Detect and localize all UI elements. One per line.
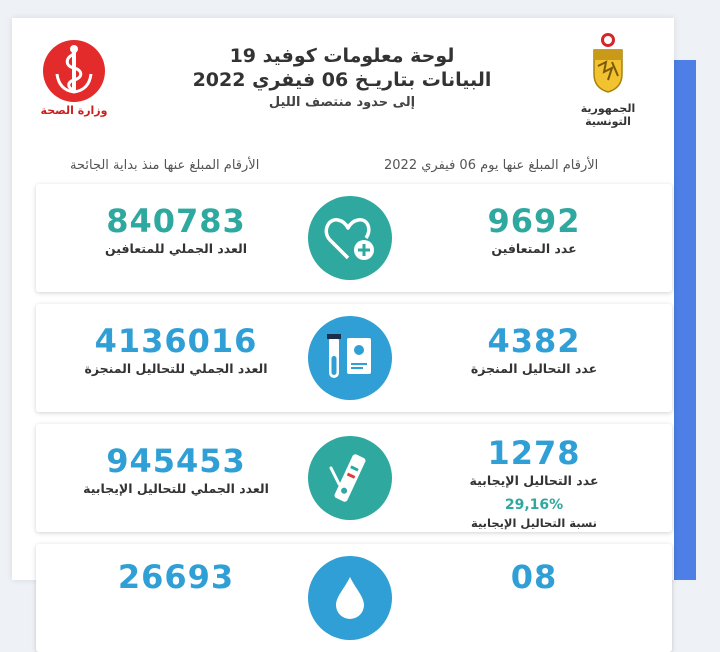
ministry-label: وزارة الصحة <box>40 104 108 117</box>
daily-recovered-label: عدد المتعافين <box>491 241 577 256</box>
dashboard-card <box>12 18 674 596</box>
daily-fourth-stat <box>414 558 654 596</box>
daily-fourth-value: 08 <box>510 558 558 596</box>
tests-row <box>36 304 672 412</box>
cumulative-recovered-value: 840783 <box>106 202 246 240</box>
page-title: لوحة معلومات كوفيد 19 <box>229 45 455 67</box>
rapid-test-icon <box>308 436 392 520</box>
deaths-row <box>36 544 672 652</box>
lab-test-tube-icon <box>308 316 392 400</box>
daily-positives-value: 1278 <box>487 434 581 472</box>
cumulative-positives-value: 945453 <box>106 442 246 480</box>
daily-tests-value: 4382 <box>487 322 581 360</box>
ministry-of-health-emblem-icon <box>43 40 105 102</box>
ministry-logo <box>36 40 112 117</box>
daily-recovered <box>414 202 654 258</box>
daily-recovered-value: 9692 <box>487 202 581 240</box>
cumulative-positives <box>56 442 296 498</box>
daily-tests <box>414 322 654 378</box>
positivity-rate-label: نسبة التحاليل الإيجابية <box>471 516 597 530</box>
cumulative-fourth-value: 26693 <box>117 558 235 596</box>
cumulative-positives-label: العدد الجملي للتحاليل الإيجابية <box>83 481 269 496</box>
daily-column-heading: الأرقام المبلغ عنها يوم 06 فيفري 2022 <box>384 158 599 173</box>
cumulative-recovered <box>56 202 296 258</box>
positives-row <box>36 424 672 532</box>
data-date: البيانات بتاريـخ 06 فيفري 2022 <box>192 69 492 91</box>
recovered-row <box>36 184 672 292</box>
droplet-icon <box>308 556 392 640</box>
cutoff-note: إلى حدود منتصف الليل <box>268 95 416 110</box>
cumulative-recovered-label: العدد الجملي للمتعافين <box>104 241 248 256</box>
tunisia-coat-of-arms-icon <box>586 32 630 96</box>
cumulative-tests-value: 4136016 <box>94 322 258 360</box>
dashboard-header <box>192 44 492 114</box>
cumulative-tests-label: العدد الجملي للتحاليل المنجزة <box>84 361 268 376</box>
daily-positives-label: عدد التحاليل الإيجابية <box>469 473 599 488</box>
positivity-rate-value: 29,16% <box>504 497 564 513</box>
cumulative-fourth-stat <box>56 558 296 596</box>
republic-label: الجمهورية التونسية <box>580 102 636 128</box>
cumulative-column-heading: الأرقام المبلغ عنها منذ بداية الجائحة <box>70 158 260 173</box>
daily-tests-label: عدد التحاليل المنجزة <box>470 361 598 376</box>
cumulative-tests <box>56 322 296 378</box>
daily-positives <box>414 434 654 532</box>
heart-plus-icon <box>308 196 392 280</box>
republic-logo <box>558 32 658 128</box>
